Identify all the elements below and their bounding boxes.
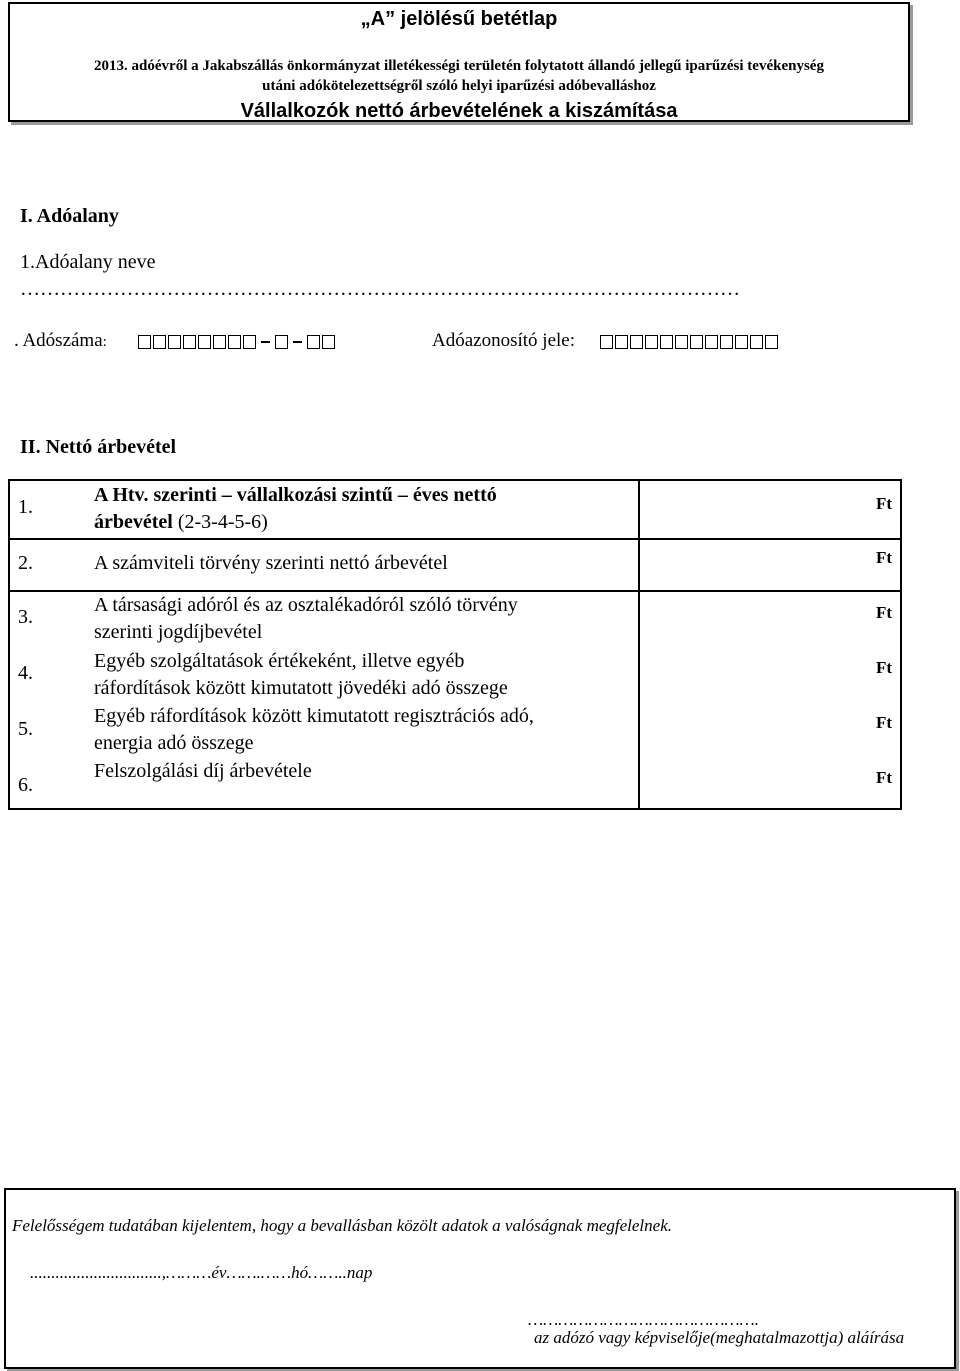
dash-separator [293, 341, 302, 343]
row-description-2: energia adó összege [94, 732, 254, 754]
tax-id-label: Adóazonosító jele: [432, 330, 575, 351]
section-2-heading: II. Nettó árbevétel [20, 436, 177, 458]
row-description-2: szerinti jogdíjbevétel [94, 621, 263, 643]
taxpayer-name-label: 1.Adóalany neve [20, 251, 156, 273]
header-heading: Vállalkozók nettó árbevételének a kiszámítása [240, 100, 678, 122]
row-description: Egyéb ráfordítások között kimutatott regisztrációs adó, [94, 705, 534, 727]
declaration-box [4, 1188, 956, 1369]
tax-id-cell[interactable] [600, 335, 613, 349]
tax-number-cell[interactable] [138, 335, 151, 349]
tax-id-cell[interactable] [765, 335, 778, 349]
dash-separator [261, 341, 270, 343]
signature-field[interactable]: ………………………………………. [528, 1310, 759, 1329]
tax-number-cell[interactable] [228, 335, 241, 349]
table-border-left [8, 479, 10, 809]
tax-number-cell[interactable] [307, 335, 320, 349]
tax-id-cell[interactable] [630, 335, 643, 349]
declaration-text: Felelősségem tudatában kijelentem, hogy a bevallásban közölt adatok a valóságnak megfelelnek. [12, 1216, 672, 1235]
row-description: A társasági adóról és az osztalékadóról szóló törvény [94, 594, 518, 616]
tax-number-cell[interactable] [213, 335, 226, 349]
row-description: A számviteli törvény szerinti nettó árbevétel [94, 552, 448, 574]
date-field[interactable]: ...............................,………év…….……hó……..nap [30, 1263, 373, 1282]
currency-unit: Ft [876, 548, 893, 567]
tax-id-cell[interactable] [660, 335, 673, 349]
tax-number-cell[interactable] [198, 335, 211, 349]
taxpayer-name-field[interactable]: ……………………………………………………………………………………………… [20, 278, 740, 300]
tax-id-field[interactable] [600, 335, 780, 349]
row-number: 4. [18, 662, 33, 684]
tax-id-cell[interactable] [615, 335, 628, 349]
row-description: Felszolgálási díj árbevétele [94, 760, 312, 782]
page-title: „A” jelölésű betétlap [360, 8, 558, 30]
tax-id-cell[interactable] [690, 335, 703, 349]
row-description: Egyéb szolgáltatások értékeként, illetve egyéb [94, 650, 465, 672]
currency-unit: Ft [876, 494, 893, 513]
tax-number-field[interactable] [138, 335, 337, 349]
row-description-2: árbevétel (2-3-4-5-6) [94, 511, 268, 533]
currency-unit: Ft [876, 713, 893, 732]
currency-unit: Ft [876, 603, 893, 622]
currency-unit: Ft [876, 658, 893, 677]
tax-id-cell[interactable] [705, 335, 718, 349]
row-number: 6. [18, 774, 33, 796]
row-number: 5. [18, 718, 33, 740]
table-border-right [900, 479, 902, 809]
tax-number-cell[interactable] [168, 335, 181, 349]
header-subtitle-line-1: 2013. adóévről a Jakabszállás önkormányzat illetékességi területén folytatott állandó jellegű iparűzési tevékenység [94, 58, 824, 74]
tax-number-cell[interactable] [322, 335, 335, 349]
row-number: 1. [18, 496, 33, 518]
table-border-top [8, 479, 902, 481]
row-description: A Htv. szerinti – vállalkozási szintű – éves nettó [94, 484, 497, 506]
tax-id-cell[interactable] [735, 335, 748, 349]
tax-id-cell[interactable] [750, 335, 763, 349]
row-description-2: ráfordítások között kimutatott jövedéki adó összege [94, 677, 508, 699]
table-border-bottom [8, 808, 902, 810]
currency-unit: Ft [876, 768, 893, 787]
tax-id-cell[interactable] [645, 335, 658, 349]
tax-id-cell[interactable] [720, 335, 733, 349]
tax-number-label: . Adószáma: [14, 330, 107, 351]
header-box [8, 2, 910, 122]
row-number: 3. [18, 606, 33, 628]
tax-number-cell[interactable] [153, 335, 166, 349]
header-subtitle-line-2: utáni adókötelezettségről szóló helyi iparűzési adóbevalláshoz [262, 78, 656, 94]
tax-number-cell[interactable] [243, 335, 256, 349]
signature-caption: az adózó vagy képviselője(meghatalmazottja) aláírása [534, 1328, 905, 1347]
table-row-divider [8, 538, 902, 540]
section-1-heading: I. Adóalany [20, 205, 119, 227]
table-column-divider [638, 479, 640, 809]
tax-id-cell[interactable] [675, 335, 688, 349]
tax-number-cell[interactable] [275, 335, 288, 349]
row-number: 2. [18, 552, 33, 574]
tax-number-cell[interactable] [183, 335, 196, 349]
